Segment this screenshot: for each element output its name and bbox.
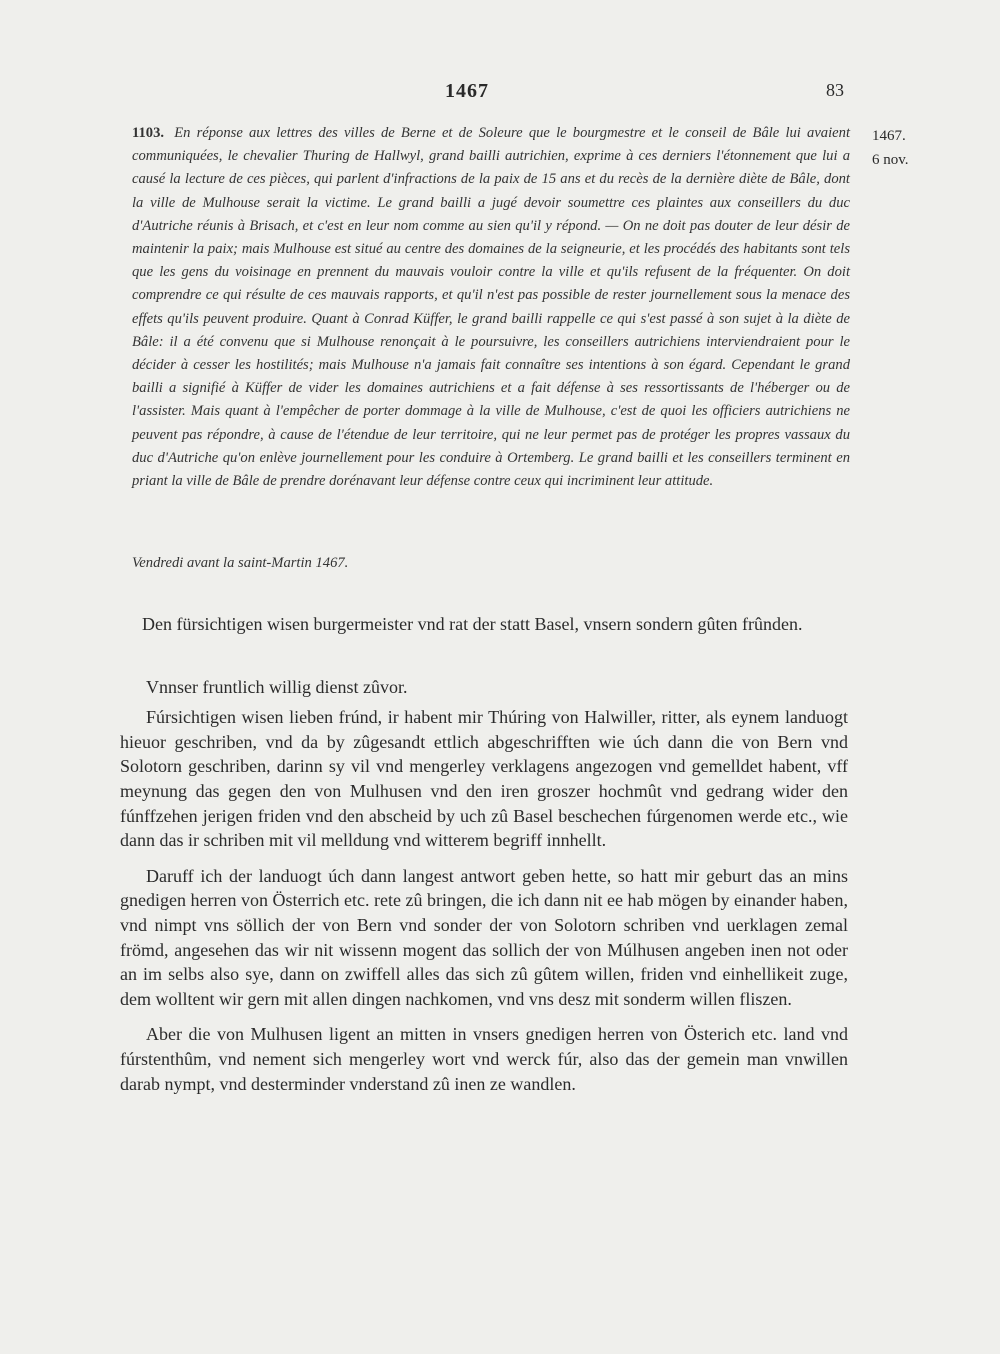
running-head xyxy=(0,80,1000,104)
dateline: Vendredi avant la saint-Martin 1467. xyxy=(132,555,349,571)
margin-day: 6 nov. xyxy=(872,152,909,168)
letter-text xyxy=(120,612,848,1107)
regest-summary xyxy=(132,122,850,493)
letter-paragraph: Aber die von Mulhusen ligent an mitten in vnsers gnedigen herren von Österich etc. land vnd fúrstenthûm, vnd nement sich mengerley wort vnd werck fúr, also das der gemein man vnwillen darab nympt, vnd desterminder vnderstand zû inen ze wandlen. xyxy=(120,1024,848,1094)
margin-date xyxy=(872,124,952,172)
document-number: 1103. xyxy=(132,125,165,141)
letter-paragraph: Daruff ich der landuogt úch dann langest antwort geben hette, so hatt mir geburt das an mins gnedigen herren von Österrich etc. rete zû bringen, die ich dann nit ee hab mögen by einander haben, vnd nimpt vns söllich der von Bern vnd sonder der von Solotorn schriben vnd uerklagen zemal frömd, angesehen das wir nit wissenn mogent das sollich der von Múlhusen angeben inen not oder an im selbs also sye, dann on zwiffell alles das sich zû gûtem willen, friden vnd einhellikeit zuge, dem wolltent wir gern mit allen dingen nachkomen, vnd vns desz mit sonderm willen fliszen. xyxy=(120,865,848,1009)
running-head-year: 1467 xyxy=(445,80,489,102)
letter-paragraph: Fúrsichtigen wisen lieben frúnd, ir habent mir Thúring von Halwiller, ritter, als eynem landuogt hieuor geschriben, vnd da by zûgesandt ettlich abgeschrifften wie úch dann die von Bern vnd Solotorn geschriben, darinn sy vil vnd mengerley verklagens angezogen vnd gemelldet habent, vff meynung das gegen den von Mulhusen vnd den iren groszer hochmût vnd gedrang wider den fúnffzehen jerigen friden vnd den abscheid by uch zû Basel beschechen fúrgenomen werde etc., wie dann das ir schriben mit vil melldung vnd witterem begriff innhellt. xyxy=(120,707,848,851)
margin-year: 1467. xyxy=(872,128,906,144)
letter-address: Den fürsichtigen wisen burgermeister vnd rat der statt Basel, vnsern sondern gûten frûnden. xyxy=(142,614,803,634)
page-number: 83 xyxy=(826,80,844,100)
regest-text: En réponse aux lettres des villes de Berne et de Soleure que le bourgmestre et le conseil de Bâle lui avaient communiquées, le chevalier Thuring de Hallwyl, grand bailli autrichien, exprime à ces derniers l'étonnement que lui a causé la lecture de ces pièces, qui parlent d'infractions de la paix de 15 ans et du recès de la dernière diète de Bâle, dont la ville de Mulhouse serait la victime. Le grand bailli a jugé devoir soumettre ces plaintes aux conseillers du duc d'Autriche réunis à Brisach, et c'est en leur nom comme au sien qu'il y répond. — On ne doit pas douter de leur désir de maintenir la paix; mais Mulhouse est situé au centre des domaines de la seigneurie, et les procédés des habitants sont tels que les gens du voisinage en prennent du mauvais vouloir contre la ville et qu'ils refusent de la fréquenter. On doit comprendre ce qui résulte de ces mauvais rapports, et qu'il n'est pas possible de rester journellement sous la menace des effets qu'ils peuvent produire. Quant à Conrad Küffer, le grand bailli rappelle ce qui s'est passé à son sujet à la diète de Bâle: il a été convenu que si Mulhouse renonçait à le poursuivre, les conseillers autrichiens interviendraient pour le décider à cesser les hostilités; mais Mulhouse n'a jamais fait connaître ses intentions à son égard. Cependant le grand bailli a signifié à Küffer de vider les domaines autrichiens et a fait défense à ses ressortissants de l'héberger ou de l'assister. Mais quant à l'empêcher de porter dommage à la ville de Mulhouse, c'est de quoi les officiers autrichiens ne peuvent pas répondre, à cause de l'étendue de leur territoire, qui ne leur permet pas de protéger les propres vassaux du duc d'Autriche qu'on enlève journellement pour les conduire à Ortemberg. Le grand bailli et les conseillers terminent en priant la ville de Bâle de prendre dorénavant leur défense contre ceux qui incriminent leur attitude. xyxy=(132,125,850,490)
letter-greeting: Vnnser fruntlich willig dienst zûvor. xyxy=(146,676,408,697)
